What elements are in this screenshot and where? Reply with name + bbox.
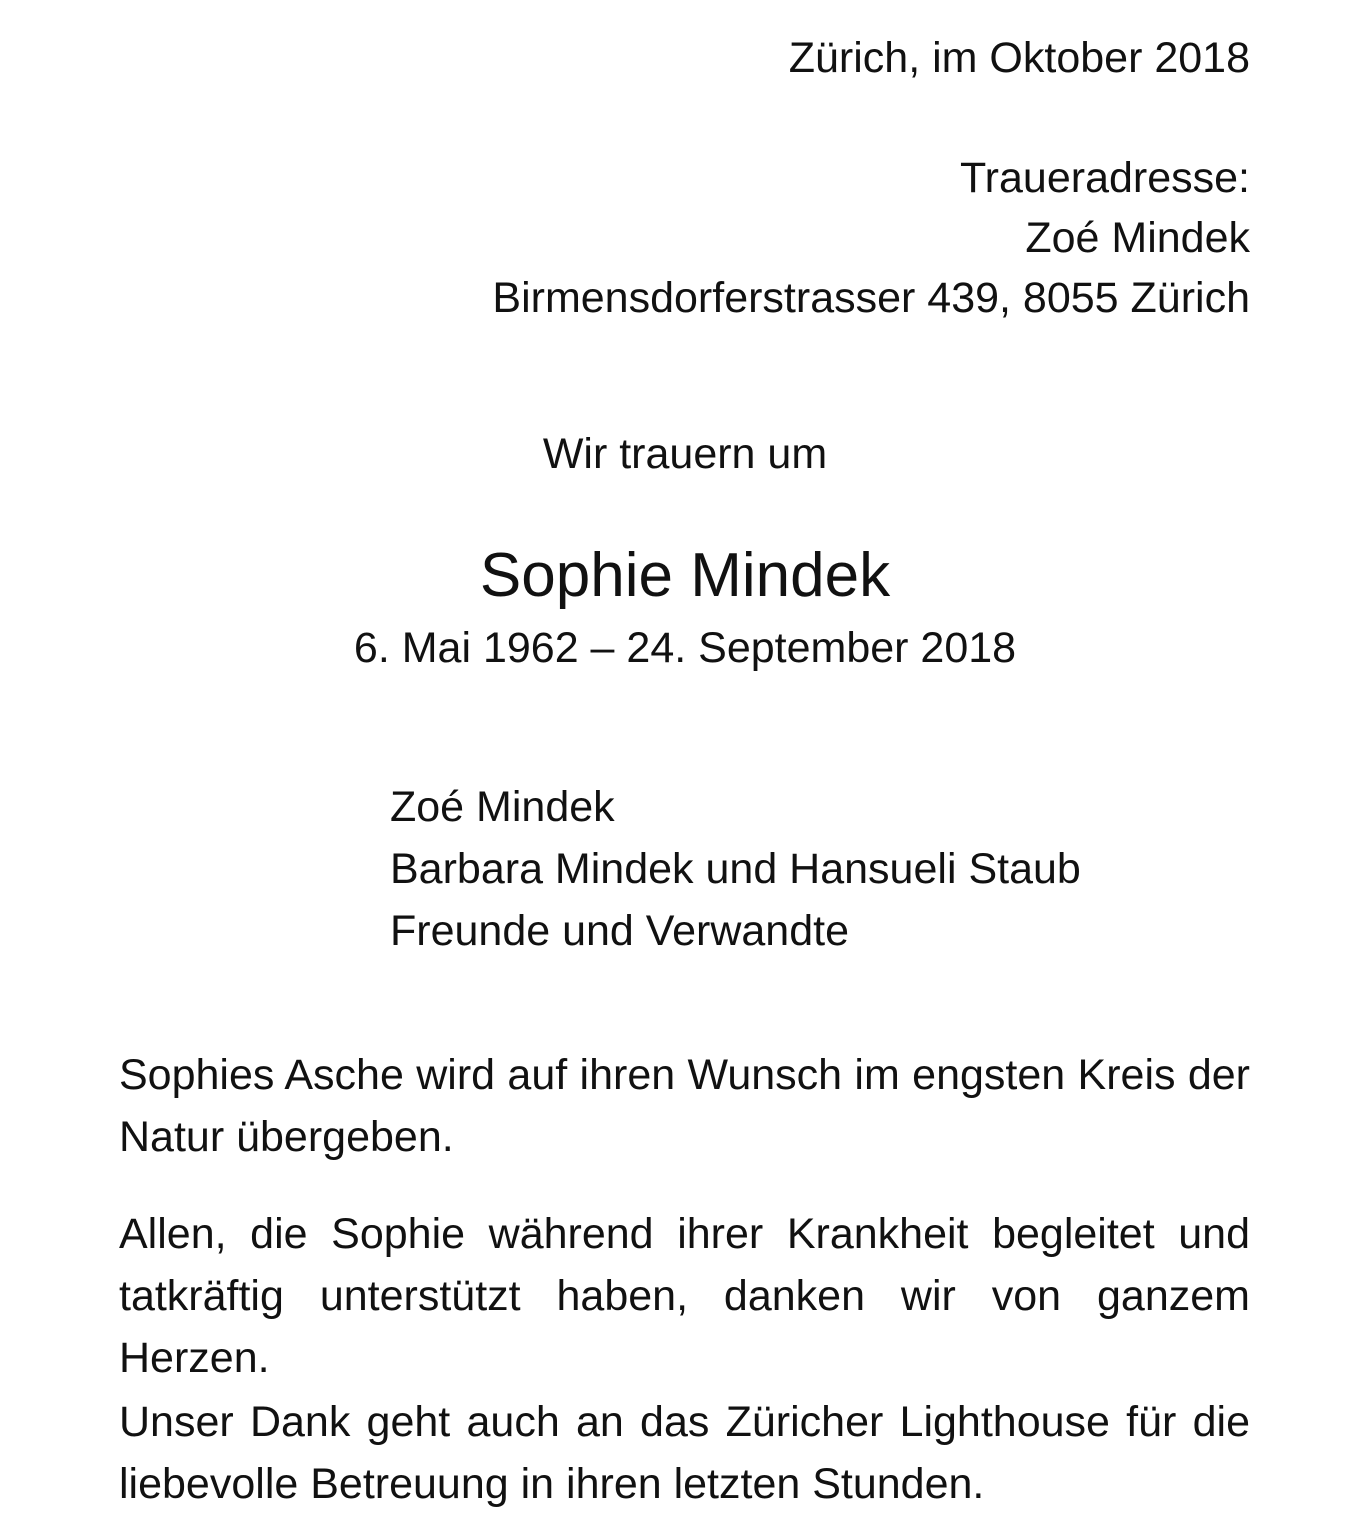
mourners-list xyxy=(390,776,1081,962)
paragraph-thanks: Allen, die Sophie während ihrer Krankheit begleitet und tatkräftig unterstützt haben, danken wir von ganzem Herzen. xyxy=(119,1210,1250,1382)
address-name: Zoé Mindek xyxy=(1025,214,1250,262)
deceased-name: Sophie Mindek xyxy=(479,541,891,610)
mourning-address xyxy=(492,148,1250,328)
paragraph-ashes: Sophies Asche wird auf ihren Wunsch im engsten Kreis der Natur übergeben. xyxy=(119,1051,1250,1161)
place-date: Zürich, im Oktober 2018 xyxy=(788,34,1250,82)
address-street: Birmensdorferstrasser 439, 8055 Zürich xyxy=(492,274,1250,322)
mourner-line: Zoé Mindek xyxy=(390,783,615,831)
address-label: Traueradresse: xyxy=(960,154,1250,202)
life-dates: 6. Mai 1962 – 24. September 2018 xyxy=(353,624,1017,672)
mourner-line: Barbara Mindek und Hansueli Staub xyxy=(390,845,1081,893)
paragraph-lighthouse: Unser Dank geht auch an das Züricher Lighthouse für die liebevolle Betreuung in ihren letzten Stunden. xyxy=(119,1398,1250,1508)
intro-line: Wir trauern um xyxy=(542,430,828,478)
mourner-line: Freunde und Verwandte xyxy=(390,907,849,955)
